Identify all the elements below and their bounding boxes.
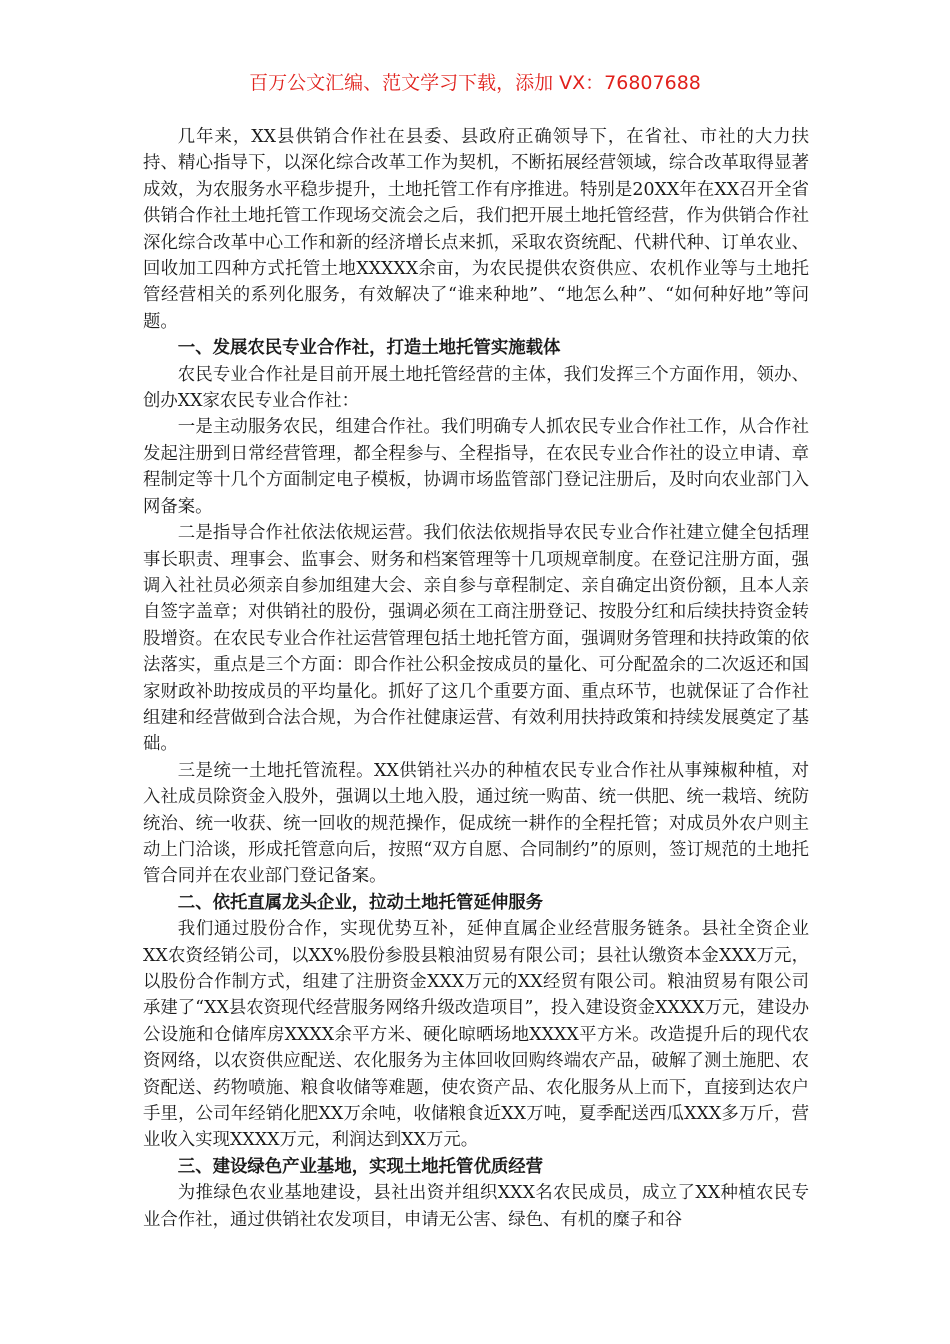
- body-paragraph: 二是指导合作社依法依规运营。我们依法依规指导农民专业合作社建立健全包括理事长职责、理事会、监事会、财务和档案管理等十几项规章制度。在登记注册方面，强调入社社员必须亲自参加组建大会、亲自参与章程制定、亲自确定出资份额，且本人亲自签字盖章；对供销社的股份，强调必须在工商注册登记、按股分红和后续扶持资金转股增资。在农民专业合作社运营管理包括土地托管方面，强调财务管理和扶持政策的依法落实，重点是三个方面：即合作社公积金按成员的量化、可分配盈余的二次返还和国家财政补助按成员的平均量化。抓好了这几个重要方面、重点环节，也就保证了合作社组建和经营做到合法合规，为合作社健康运营、有效利用扶持政策和持续发展奠定了基础。: [143, 523, 809, 755]
- section-heading-1: 一、发展农民专业合作社，打造土地托管实施载体: [177, 338, 561, 359]
- body-paragraph: 我们通过股份合作，实现优势互补，延伸直属企业经营服务链条。县社全资企业XX农资经销公司，以XX%股份参股县粮油贸易有限公司；县社认缴资本金XXX万元，以股份合作制方式，组建了注册资金XXX万元的XX经贸有限公司。粮油贸易有限公司承建了“XX县农资现代经营服务网络升级改造项目”，投入建设资金XXXX万元，建设办公设施和仓储库房XXXX余平方米、硬化晾晒场地XXXX平方米。改造提升后的现代农资网络，以农资供应配送、农化服务为主体回收回购终端农产品，破解了测土施肥、农资配送、药物喷施、粮食收储等难题，使农资产品、农化服务从上而下，直接到达农户手里，公司年经销化肥XX万余吨，收储粮食近XX万吨，夏季配送西瓜XXX多万斤，营业收入实现XXXX万元，利润达到XX万元。: [143, 919, 809, 1151]
- document-body: [143, 124, 809, 1233]
- body-paragraph: 农民专业合作社是目前开展土地托管经营的主体，我们发挥三个方面作用，领办、创办XX家农民专业合作社：: [143, 364, 809, 412]
- section-heading-3: 三、建设绿色产业基地，实现土地托管优质经营: [177, 1156, 544, 1177]
- body-paragraph: 为推绿色农业基地建设，县社出资并组织XXX名农民成员，成立了XX种植农民专业合作社，通过供销社农发项目，申请无公害、绿色、有机的糜子和谷: [143, 1183, 809, 1230]
- body-paragraph: 一是主动服务农民，组建合作社。我们明确专人抓农民专业合作社工作，从合作社发起注册到日常经营管理，都全程参与、全程指导，在农民专业合作社的设立申请、章程制定等十几个方面制定电子模板，协调市场监管部门登记注册后，及时向农业部门入网备案。: [143, 417, 809, 517]
- promo-banner: 百万公文汇编、范文学习下载，添加 VX：76807688: [249, 72, 701, 94]
- section-heading-2: 二、依托直属龙头企业，拉动土地托管延伸服务: [177, 892, 544, 913]
- intro-paragraph: 几年来，XX县供销合作社在县委、县政府正确领导下，在省社、市社的大力扶持、精心指导下，以深化综合改革工作为契机，不断拓展经营领域，综合改革取得显著成效，为农服务水平稳步提升，土地托管工作有序推进。特别是20XX年在XX召开全省供销合作社土地托管工作现场交流会之后，我们把开展土地托管经营，作为供销合作社深化综合改革中心工作和新的经济增长点来抓，采取农资统配、代耕代种、订单农业、回收加工四种方式托管土地XXXXX余亩，为农民提供农资供应、农机作业等与土地托管经营相关的系列化服务，有效解决了“谁来种地”、“地怎么种”、“如何种好地”等问题。: [143, 127, 809, 332]
- body-paragraph: 三是统一土地托管流程。XX供销社兴办的种植农民专业合作社从事辣椒种植，对入社成员除资金入股外，强调以土地入股，通过统一购苗、统一供肥、统一栽培、统防统治、统一收获、统一回收的规范操作，促成统一耕作的全程托管；对成员外农户则主动上门洽谈，形成托管意向后，按照“双方自愿、合同制约”的原则，签订规范的土地托管合同并在农业部门登记备案。: [143, 760, 809, 887]
